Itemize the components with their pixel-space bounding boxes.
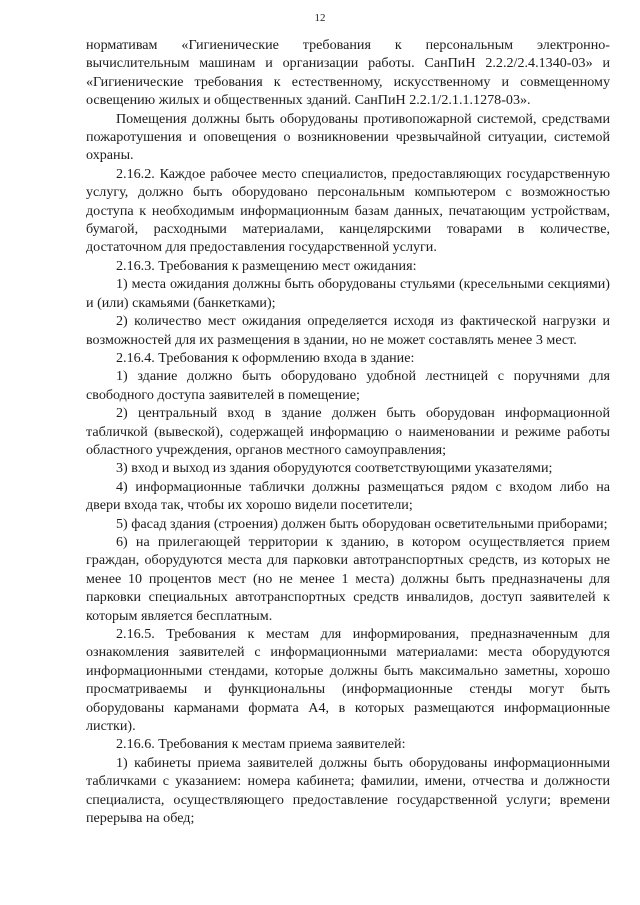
paragraph-2-16-2-workplace: 2.16.2. Каждое рабочее место специалистов, предоставляющих государственную услугу, должно быть оборудовано персональным компьютером с возможностью доступа к необходимым информационным базам данных, печатающим устройствам, бумагой, расходными материалами, канцелярскими товарами в количестве, достаточном для предоставления государственной услуги.	[86, 165, 610, 256]
paragraph-entrance-item-3: 3) вход и выход из здания оборудуются соответствующими указателями;	[116, 460, 553, 477]
paragraph-entrance-item-4: 4) информационные таблички должны размещаться рядом с входом либо на двери входа так, чтобы их хорошо видели посетители;	[86, 478, 610, 514]
paragraph-2-16-6-heading: 2.16.6. Требования к местам приема заявителей:	[116, 736, 406, 753]
paragraph-waiting-item-2: 2) количество мест ожидания определяется исходя из фактической нагрузки и возможностей для их размещения в здании, но не может составлять менее 3 мест.	[86, 313, 610, 348]
page-number: 12	[314, 12, 326, 24]
paragraph-entrance-item-2: 2) центральный вход в здание должен быть оборудован информационной табличкой (вывеской), содержащей информацию о наименовании и режиме работы областного учреждения, органов местного самоуправления;	[86, 405, 610, 458]
paragraph-entrance-item-6: 6) на прилегающей территории к зданию, в котором осуществляется прием граждан, оборудуются места для парковки автотранспортных средств, из которых не менее 10 процентов мест (но не менее 1 места) должны быть предназначены для парковки специальных автотранспортных средств инвалидов, доступ заявителей к которым является бесплатным.	[86, 533, 610, 624]
document-body	[86, 36, 610, 827]
paragraph-entrance-item-5: 5) фасад здания (строения) должен быть оборудован осветительными приборами;	[116, 515, 608, 532]
paragraph-2-16-4-heading: 2.16.4. Требования к оформлению входа в здание:	[116, 349, 415, 366]
paragraph-reception-item-1: 1) кабинеты приема заявителей должны быть оборудованы информационными табличками с указанием: номера кабинета; фамилии, имени, отчества и должности специалиста, осуществляющего предоставление государственной услуги; времени перерыва на обед;	[86, 754, 610, 827]
paragraph-fire-safety: Помещения должны быть оборудованы противопожарной системой, средствами пожаротушения и оповещения о возникновении чрезвычайной ситуации, системой охраны.	[86, 110, 610, 164]
paragraph-2-16-5-info-stands: 2.16.5. Требования к местам для информирования, предназначенным для ознакомления заявителей с информационными материалами: места оборудуются информационными стендами, которые должны быть максимально заметны, хорошо просматриваемы и функциональны (информационные стенды могут быть оборудованы карманами формата А4, в которых размещаются информационные листки).	[86, 626, 610, 735]
paragraph-entrance-item-1: 1) здание должно быть оборудовано удобной лестницей с поручнями для свободного доступа заявителей в помещение;	[86, 368, 610, 403]
paragraph-waiting-item-1: 1) места ожидания должны быть оборудованы стульями (кресельными секциями) и (или) скамьями (банкетками);	[86, 276, 610, 311]
paragraph-sanpin-norms: нормативам «Гигиенические требования к персональным электронно-вычислительным машинам и организации работы. СанПиН 2.2.2/2.4.1340-03» и «Гигиенические требования к естественному, искусственному и совмещенному освещению жилых и общественных зданий. СанПиН 2.2.1/2.1.1.1278-03».	[86, 37, 610, 109]
paragraph-2-16-3-heading: 2.16.3. Требования к размещению мест ожидания:	[116, 257, 417, 274]
